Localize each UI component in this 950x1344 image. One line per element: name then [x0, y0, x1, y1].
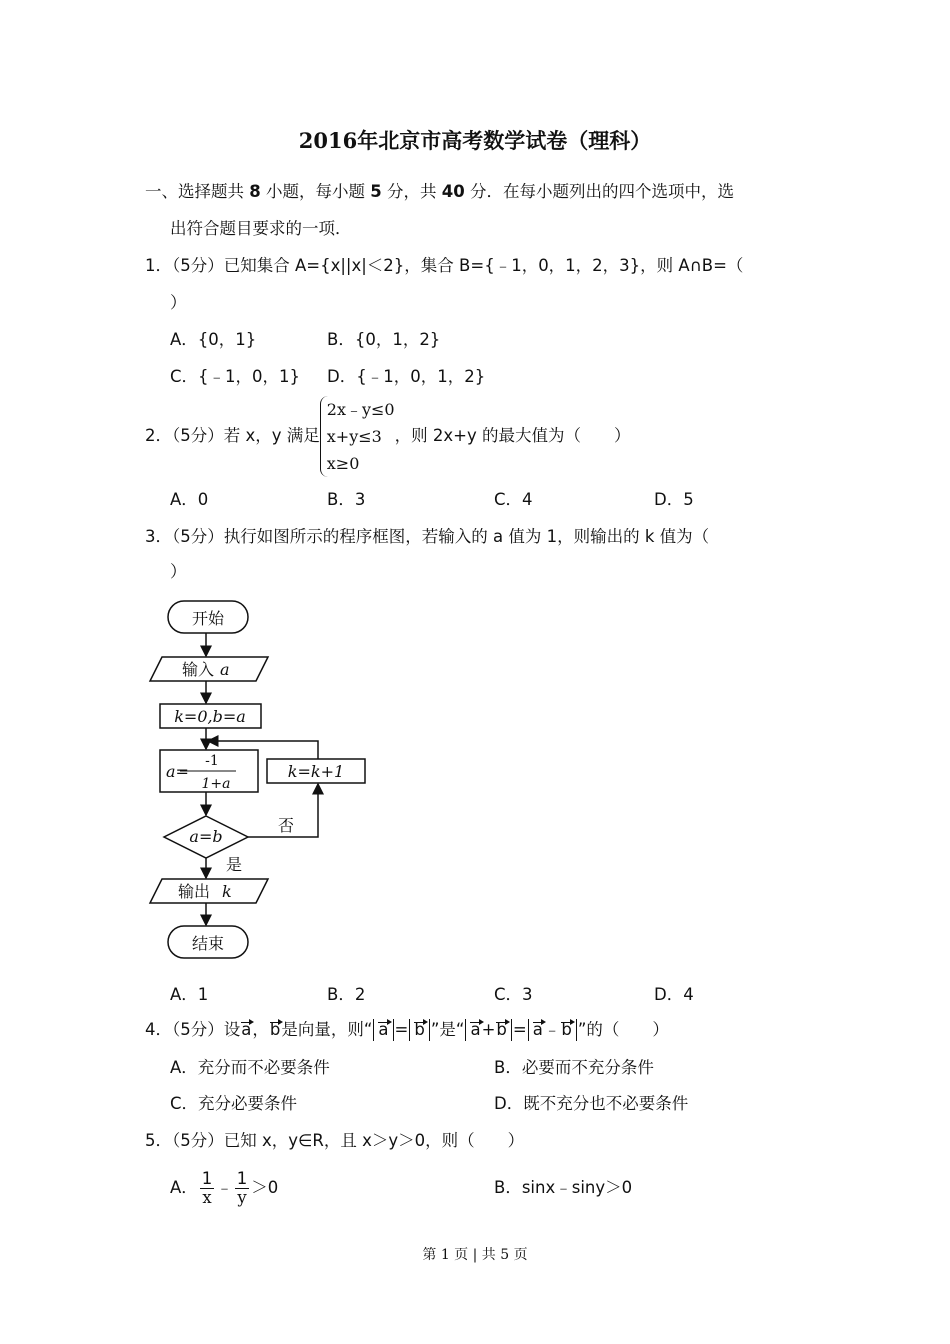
option-1b: B．{0，1，2} — [327, 330, 441, 349]
option-3b: B．2 — [327, 985, 366, 1004]
points-each: 5 — [370, 182, 382, 201]
page-title: 2016年北京市高考数学试卷（理科） — [298, 128, 652, 153]
norm-a-plus-b — [465, 1019, 511, 1041]
option-4c: C．充分必要条件 — [170, 1094, 298, 1113]
constraint-3: x≥0 — [326, 454, 360, 473]
vector-a: a — [241, 1020, 252, 1039]
option-1a: A．{0，1} — [170, 330, 257, 349]
output-var: k — [222, 882, 232, 901]
vector-a: a — [378, 1020, 389, 1039]
numerator: 1 — [201, 1169, 213, 1188]
section-text: 小题，每小题 — [265, 182, 365, 201]
fraction-1-over-y — [235, 1170, 250, 1207]
vector-b: b — [414, 1020, 425, 1039]
vector-a: a — [532, 1020, 543, 1039]
minus: ﹣ — [216, 1178, 233, 1197]
option-3c: C．3 — [494, 985, 533, 1004]
fraction-1-over-x — [200, 1170, 215, 1207]
minus: ﹣ — [543, 1020, 561, 1039]
norm-a-minus-b — [528, 1019, 577, 1041]
numerator: 1 — [236, 1169, 248, 1188]
section-text: 分，共 — [386, 182, 437, 201]
question-4-mid: 是向量，则“ — [281, 1020, 373, 1039]
constraint-system — [320, 396, 395, 477]
flowchart — [140, 595, 380, 970]
question-2-stem — [145, 396, 630, 477]
no-label: 否 — [278, 816, 295, 835]
input-var: a — [220, 660, 230, 679]
constraint-1: 2x﹣y≤0 — [326, 400, 395, 419]
constraint-2: x+y≤3 — [326, 427, 382, 446]
increment-text: k=k+1 — [287, 762, 345, 781]
equals: = — [512, 1020, 527, 1039]
section-header — [145, 181, 734, 203]
plus: + — [481, 1020, 496, 1039]
option-3a: A．1 — [170, 985, 209, 1004]
equals: = — [394, 1020, 409, 1039]
denominator: x — [202, 1188, 212, 1207]
option-3d: D．4 — [654, 985, 694, 1004]
vector-b: b — [496, 1020, 507, 1039]
option-4a: A．充分而不必要条件 — [170, 1058, 330, 1077]
page-footer: 第 1 页 | 共 5 页 — [422, 1247, 528, 1263]
option-1d: D．{﹣1，0，1，2} — [327, 367, 486, 386]
option-2a: A．0 — [170, 490, 209, 509]
norm-a — [373, 1019, 393, 1041]
question-5-stem: 5．（5分）已知 x，y∈R，且 x＞y＞0，则（ ） — [145, 1131, 525, 1150]
end-text: 结束 — [191, 934, 225, 953]
section-header-line2: 出符合题目要求的一项． — [170, 219, 352, 238]
question-4-stem — [145, 1019, 669, 1041]
question-2-suffix: ，则 2x+y 的最大值为（ ） — [394, 426, 631, 445]
option-1c: C．{﹣1，0，1} — [170, 367, 301, 386]
condition-text: a=b — [189, 827, 223, 846]
option-2d: D．5 — [654, 490, 694, 509]
question-1-stem-end: ） — [170, 293, 187, 312]
option-4d: D．既不充分也不必要条件 — [494, 1094, 689, 1113]
assign-num: -1 — [205, 753, 219, 769]
option-2c: C．4 — [494, 490, 533, 509]
init-text: k=0,b=a — [174, 707, 246, 726]
question-4-mid2: ”是“ — [430, 1020, 465, 1039]
option-label: A． — [170, 1178, 198, 1197]
question-3-stem: 3．（5分）执行如图所示的程序框图，若输入的 a 值为 1，则输出的 k 值为（ — [145, 527, 710, 546]
assign-lhs: a= — [166, 762, 189, 781]
option-5b: B．sinx﹣siny＞0 — [494, 1178, 633, 1197]
comparison: ＞0 — [251, 1178, 279, 1197]
points-total: 40 — [441, 182, 465, 201]
question-4-prefix: 4．（5分）设 — [145, 1020, 241, 1039]
question-count: 8 — [249, 182, 261, 201]
section-text: 分．在每小题列出的四个选项中，选 — [469, 182, 734, 201]
section-text: 一、选择题共 — [145, 182, 244, 201]
norm-b — [409, 1019, 429, 1041]
input-label: 输入 — [182, 660, 215, 679]
question-3-stem-end: ） — [170, 562, 187, 581]
vector-b: b — [561, 1020, 572, 1039]
option-2b: B．3 — [327, 490, 366, 509]
option-4b: B．必要而不充分条件 — [494, 1058, 654, 1077]
output-label: 输出 — [178, 882, 211, 901]
vector-a: a — [470, 1020, 481, 1039]
assign-den: 1+a — [201, 776, 231, 792]
option-5a — [170, 1168, 278, 1208]
separator: ， — [252, 1020, 269, 1039]
vector-b: b — [269, 1020, 281, 1039]
yes-label: 是 — [226, 855, 243, 874]
start-text: 开始 — [191, 609, 225, 628]
question-4-end: ”的（ ） — [577, 1020, 669, 1039]
question-2-prefix: 2．（5分）若 x，y 满足 — [145, 426, 320, 445]
question-1-stem: 1．（5分）已知集合 A={x||x|＜2}，集合 B={﹣1，0，1，2，3}，则 A∩B=（ — [145, 256, 744, 275]
denominator: y — [237, 1188, 247, 1207]
